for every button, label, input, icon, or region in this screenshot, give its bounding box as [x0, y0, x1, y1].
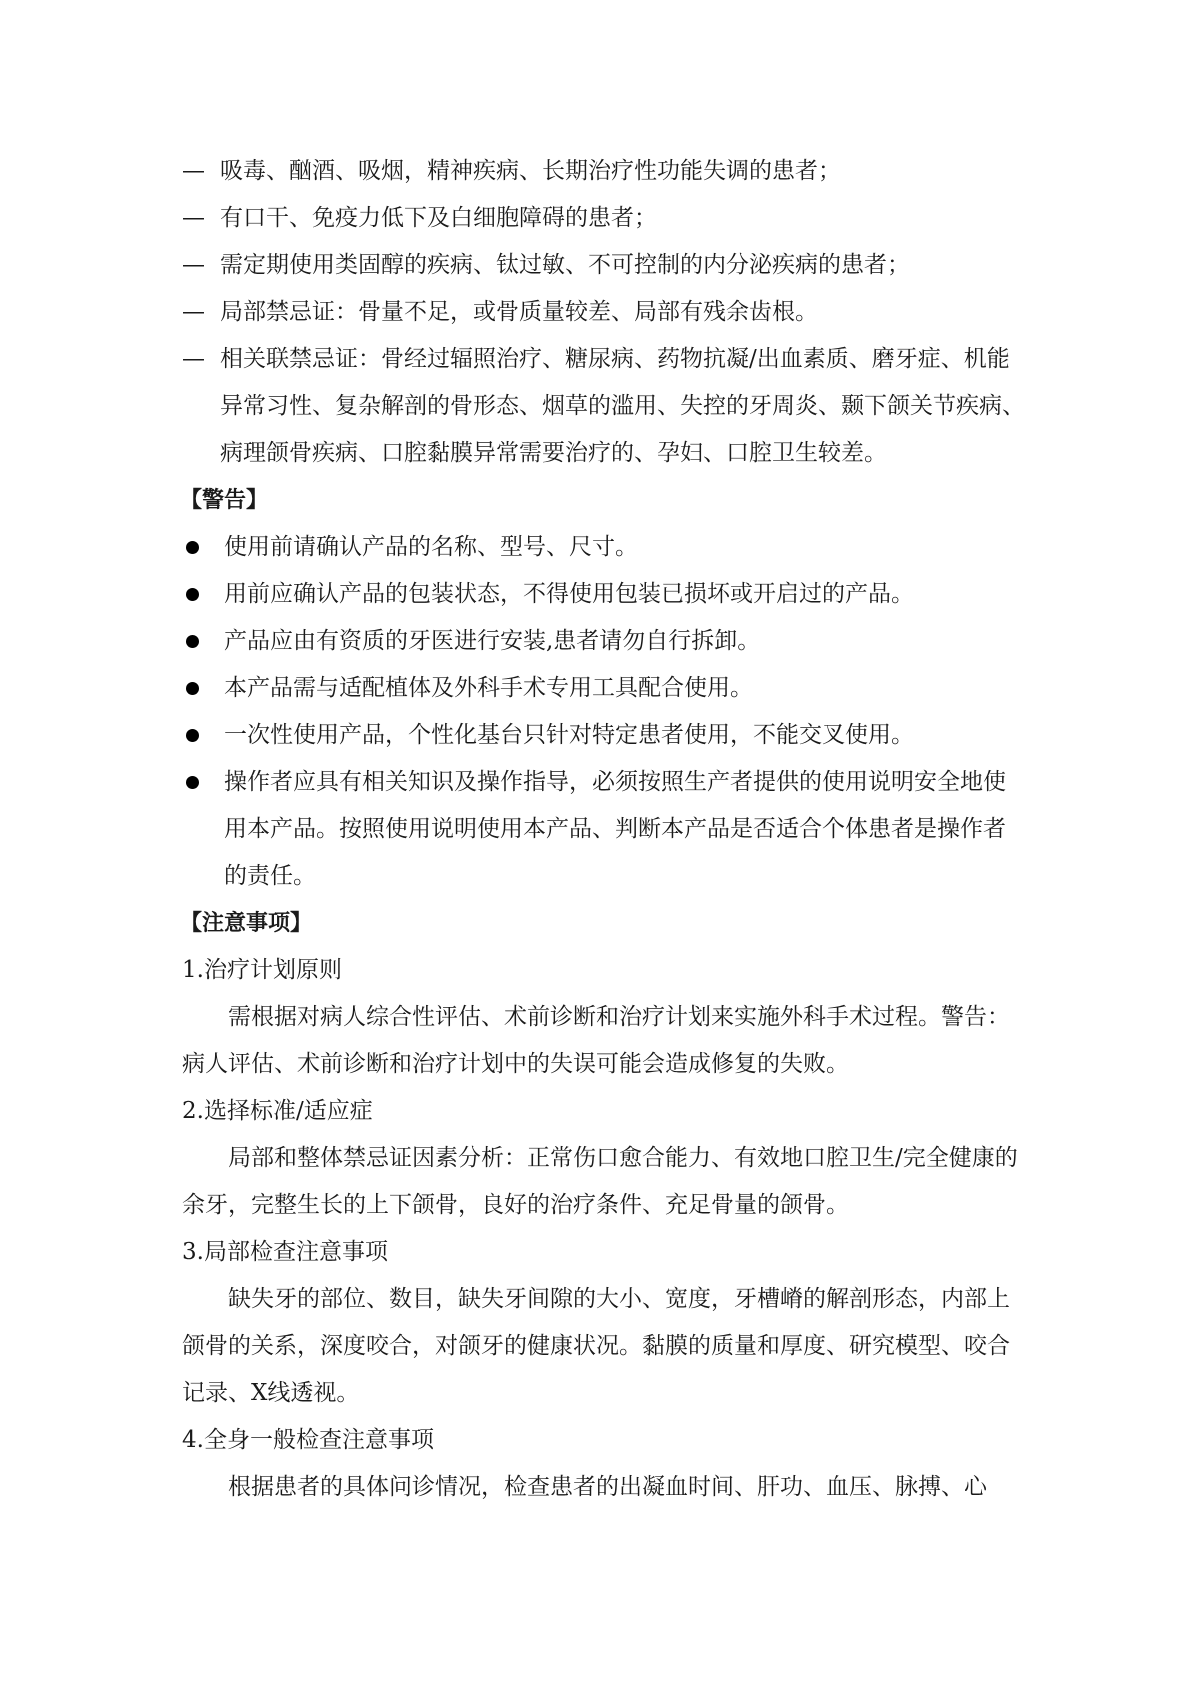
- list-item: [182, 242, 1027, 289]
- warning-list: [182, 524, 1027, 900]
- list-item-text: 使用前请确认产品的名称、型号、尺寸。: [224, 534, 638, 560]
- precautions-section: [182, 1417, 1027, 1511]
- bullet-icon: [182, 524, 224, 571]
- section-body: 根据患者的具体问诊情况，检查患者的出凝血时间、肝功、血压、脉搏、心: [228, 1474, 987, 1500]
- precautions-heading: 【注意事项】: [180, 911, 313, 936]
- list-item: [182, 148, 1027, 195]
- list-item-text: 一次性使用产品，个性化基台只针对特定患者使用，不能交叉使用。: [224, 722, 914, 748]
- bullet-icon: [182, 571, 224, 618]
- bullet-icon: [182, 665, 224, 712]
- section-title: 1.治疗计划原则: [182, 957, 342, 983]
- list-item: [182, 571, 1027, 618]
- bullet-icon: [182, 759, 224, 900]
- section-title: 2.选择标准/适应症: [182, 1098, 373, 1124]
- list-item-text: 有口干、免疫力低下及白细胞障碍的患者；: [220, 205, 657, 231]
- list-item-text: 本产品需与适配植体及外科手术专用工具配合使用。: [224, 675, 753, 701]
- dash-marker: —: [182, 158, 205, 184]
- contraindication-list: [182, 148, 1027, 477]
- bullet-icon: [182, 712, 224, 759]
- precautions-section: [182, 1229, 1027, 1417]
- list-item: [182, 195, 1027, 242]
- list-item-text: 产品应由有资质的牙医进行安装,患者请勿自行拆卸。: [224, 628, 761, 654]
- section-title: 3.局部检查注意事项: [182, 1239, 388, 1265]
- list-item: [182, 712, 1027, 759]
- list-item-text: 局部禁忌证：骨量不足，或骨质量较差、局部有残余齿根。: [220, 299, 818, 325]
- section-body: 需根据对病人综合性评估、术前诊断和治疗计划来实施外科手术过程。警告：病人评估、术前诊断和治疗计划中的失误可能会造成修复的失败。: [182, 1004, 1010, 1077]
- dash-marker: —: [182, 346, 205, 372]
- list-item: [182, 336, 1027, 477]
- list-item: [182, 524, 1027, 571]
- section-body: 局部和整体禁忌证因素分析：正常伤口愈合能力、有效地口腔卫生/完全健康的余牙，完整生长的上下颌骨，良好的治疗条件、充足骨量的颌骨。: [182, 1145, 1018, 1218]
- list-item-text: 需定期使用类固醇的疾病、钛过敏、不可控制的内分泌疾病的患者；: [220, 252, 910, 278]
- list-item: [182, 618, 1027, 665]
- precautions-section: [182, 1088, 1027, 1229]
- list-item: [182, 289, 1027, 336]
- precautions-section: [182, 947, 1027, 1088]
- dash-marker: —: [182, 252, 205, 278]
- section-title: 4.全身一般检查注意事项: [182, 1427, 434, 1453]
- list-item: [182, 665, 1027, 712]
- list-item-text: 用前应确认产品的包装状态，不得使用包装已损坏或开启过的产品。: [224, 581, 914, 607]
- list-item: [182, 759, 1027, 900]
- warning-heading: 【警告】: [180, 488, 269, 513]
- list-item-text: 相关联禁忌证：骨经过辐照治疗、糖尿病、药物抗凝/出血素质、磨牙症、机能异常习性、复杂解剖的骨形态、烟草的滥用、失控的牙周炎、颞下颌关节疾病、病理颌骨疾病、口腔黏膜异常需要治疗的、孕妇、口腔卫生较差。: [220, 346, 1025, 466]
- bullet-icon: [182, 618, 224, 665]
- list-item-text: 操作者应具有相关知识及操作指导，必须按照生产者提供的使用说明安全地使用本产品。按照使用说明使用本产品、判断本产品是否适合个体患者是操作者的责任。: [224, 769, 1006, 889]
- document-page: [182, 148, 1027, 1511]
- list-item-text: 吸毒、酗酒、吸烟，精神疾病、长期治疗性功能失调的患者；: [220, 158, 841, 184]
- section-body: 缺失牙的部位、数目，缺失牙间隙的大小、宽度，牙槽嵴的解剖形态，内部上颌骨的关系，深度咬合，对颌牙的健康状况。黏膜的质量和厚度、研究模型、咬合记录、X线透视。: [182, 1286, 1010, 1406]
- dash-marker: —: [182, 299, 205, 325]
- dash-marker: —: [182, 205, 205, 231]
